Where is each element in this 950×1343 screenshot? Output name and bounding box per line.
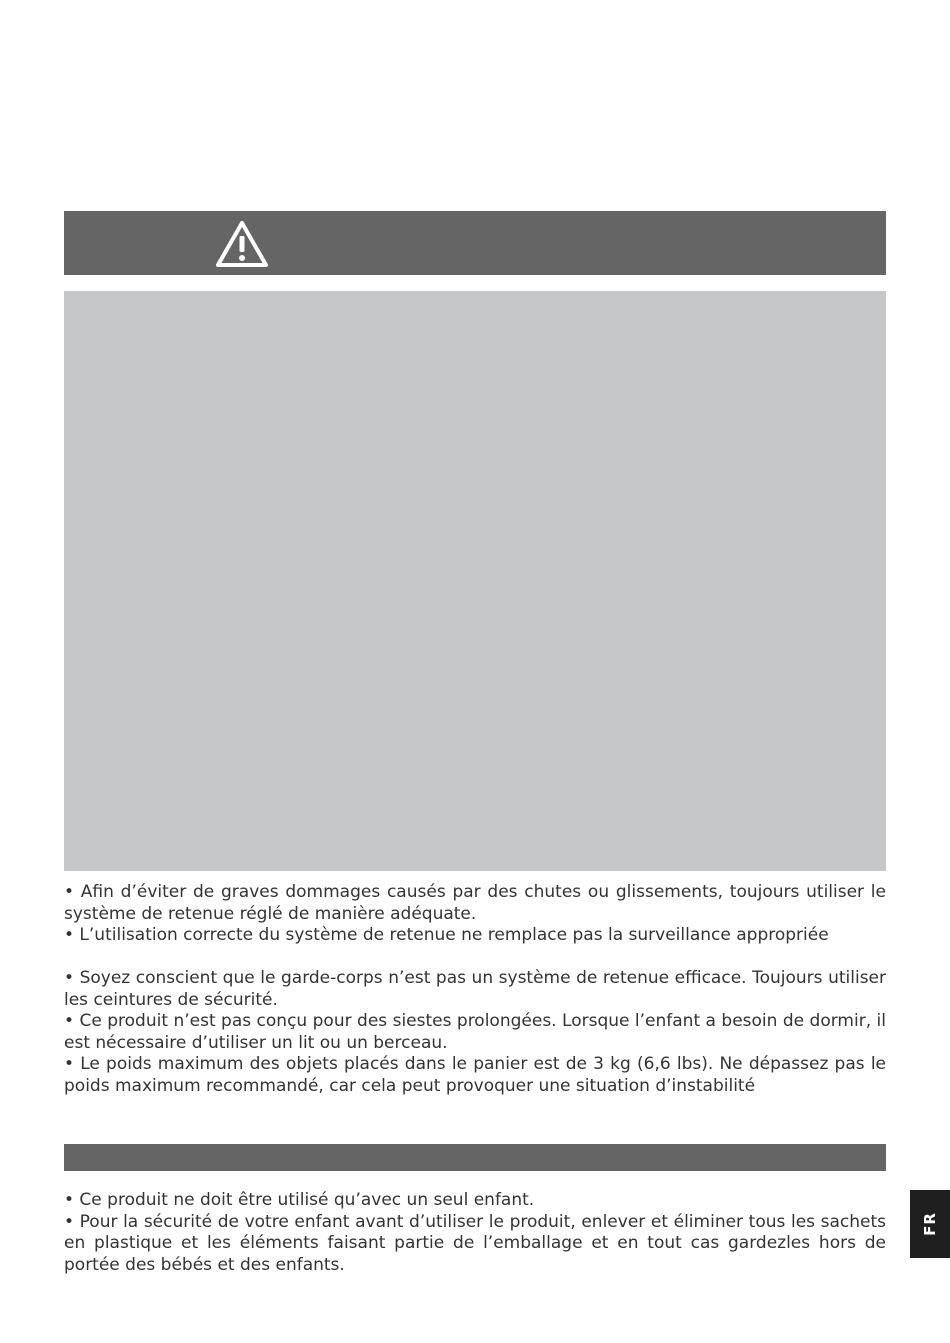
warning-header-bar bbox=[64, 211, 886, 275]
warning-bullet-list bbox=[64, 882, 886, 1097]
language-tab bbox=[910, 1190, 950, 1258]
warning-triangle-icon bbox=[214, 219, 270, 269]
warning-content-panel bbox=[64, 291, 886, 871]
warning-bullet-item: • L’utilisation correcte du système de retenue ne remplace pas la surveillance appropriée bbox=[64, 925, 829, 945]
warning-bullet-item: • Afin d’éviter de graves dommages causés par des chutes ou glissements, toujours utiliser le système de retenue réglé de manière adéquate. bbox=[64, 882, 886, 924]
language-tab-label: FR bbox=[921, 1212, 939, 1236]
warning-bullet-item: • Soyez conscient que le garde-corps n’est pas un système de retenue efficace. Toujours utiliser les ceintures de sécurité. bbox=[64, 968, 886, 1010]
safety-bullet-item: • Ce produit ne doit être utilisé qu’avec un seul enfant. bbox=[64, 1190, 535, 1210]
warning-bullet-item: • Ce produit n’est pas conçu pour des siestes prolongées. Lorsque l’enfant a besoin de dormir, il est nécessaire d’utiliser un lit ou un berceau. bbox=[64, 1011, 886, 1053]
section-header-bar bbox=[64, 1144, 886, 1171]
safety-bullet-item: • Pour la sécurité de votre enfant avant d’utiliser le produit, enlever et éliminer tous les sachets en plastique et les éléments faisant partie de l’emballage et en tout cas gardezles hors de portée des bébés et des enfants. bbox=[64, 1211, 886, 1275]
safety-bullet-list bbox=[64, 1190, 886, 1276]
warning-bullet-item: • Le poids maximum des objets placés dans le panier est de 3 kg (6,6 lbs). Ne dépassez pas le poids maximum recommandé, car cela peut provoquer une situation d’instabilité bbox=[64, 1054, 886, 1096]
